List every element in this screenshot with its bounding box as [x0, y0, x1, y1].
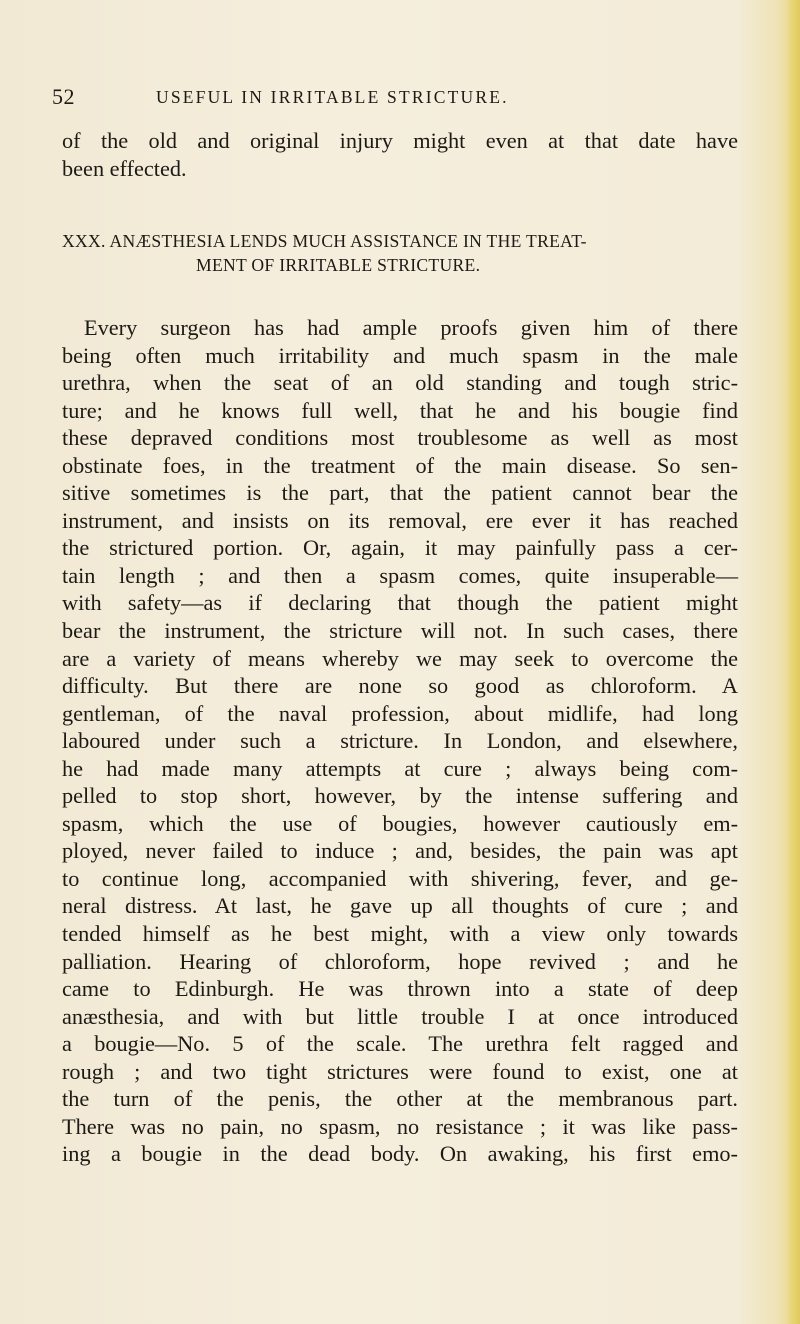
text-line: gentleman, of the naval profession, about midlife, had long [62, 700, 738, 726]
text-line: these depraved conditions most troublesome as well as most [62, 425, 738, 451]
text-line: difficulty. But there are none so good as chloroform. A [62, 673, 738, 699]
section-heading-line: XXX. ANÆSTHESIA LENDS MUCH ASSISTANCE IN THE TREAT- [62, 231, 587, 251]
text-line: rough ; and two tight strictures were found to exist, one at [62, 1058, 738, 1084]
text-line: palliation. Hearing of chloroform, hope revived ; and he [62, 948, 738, 974]
running-head: USEFUL IN IRRITABLE STRICTURE. [156, 87, 509, 107]
text-line: came to Edinburgh. He was thrown into a state of deep [62, 976, 738, 1002]
text-line: he had made many attempts at cure ; always being com- [62, 755, 738, 781]
section-heading [62, 229, 738, 277]
text-line: pelled to stop short, however, by the intense suffering and [62, 783, 738, 809]
text-line: the turn of the penis, the other at the membranous part. [62, 1086, 738, 1112]
text-line: the strictured portion. Or, again, it may painfully pass a cer- [62, 535, 738, 561]
text-line: tain length ; and then a spasm comes, quite insuperable— [62, 562, 738, 588]
text-line: a bougie—No. 5 of the scale. The urethra felt ragged and [62, 1031, 738, 1057]
text-line: being often much irritability and much spasm in the male [62, 342, 738, 368]
text-line: tended himself as he best might, with a view only towards [62, 921, 738, 947]
text-line: instrument, and insists on its removal, ere ever it has reached [62, 507, 738, 533]
text-line: ployed, never failed to induce ; and, besides, the pain was apt [62, 838, 738, 864]
text-line: ture; and he knows full well, that he and his bougie find [62, 397, 738, 423]
section-heading-line: MENT OF IRRITABLE STRICTURE. [196, 255, 481, 275]
text-line: sitive sometimes is the part, that the patient cannot bear the [62, 480, 738, 506]
page-header [52, 84, 742, 110]
text-line: of the old and original injury might even at that date have [62, 128, 738, 153]
text-line: laboured under such a stricture. In London, and elsewhere, [62, 728, 738, 754]
continuation-paragraph [62, 127, 738, 182]
page-number: 52 [52, 84, 75, 109]
text-line: to continue long, accompanied with shivering, fever, and ge- [62, 865, 738, 891]
text-line: been effected. [62, 155, 187, 181]
text-line: anæsthesia, and with but little trouble I at once introduced [62, 1003, 738, 1029]
body-paragraph [62, 314, 738, 1168]
text-line: bear the instrument, the stricture will not. In such cases, there [62, 618, 738, 644]
page-edge [786, 0, 800, 1324]
text-line: There was no pain, no spasm, no resistance ; it was like pass- [62, 1113, 738, 1139]
text-line: ing a bougie in the dead body. On awaking, his first emo- [62, 1141, 738, 1167]
text-line: spasm, which the use of bougies, however cautiously em- [62, 810, 738, 836]
text-line: are a variety of means whereby we may seek to overcome the [62, 645, 738, 671]
text-line: obstinate foes, in the treatment of the main disease. So sen- [62, 452, 738, 478]
text-line: with safety—as if declaring that though the patient might [62, 590, 738, 616]
text-line: urethra, when the seat of an old standing and tough stric- [62, 370, 738, 396]
text-line: neral distress. At last, he gave up all thoughts of cure ; and [62, 893, 738, 919]
text-line: Every surgeon has had ample proofs given him of there [84, 315, 738, 340]
